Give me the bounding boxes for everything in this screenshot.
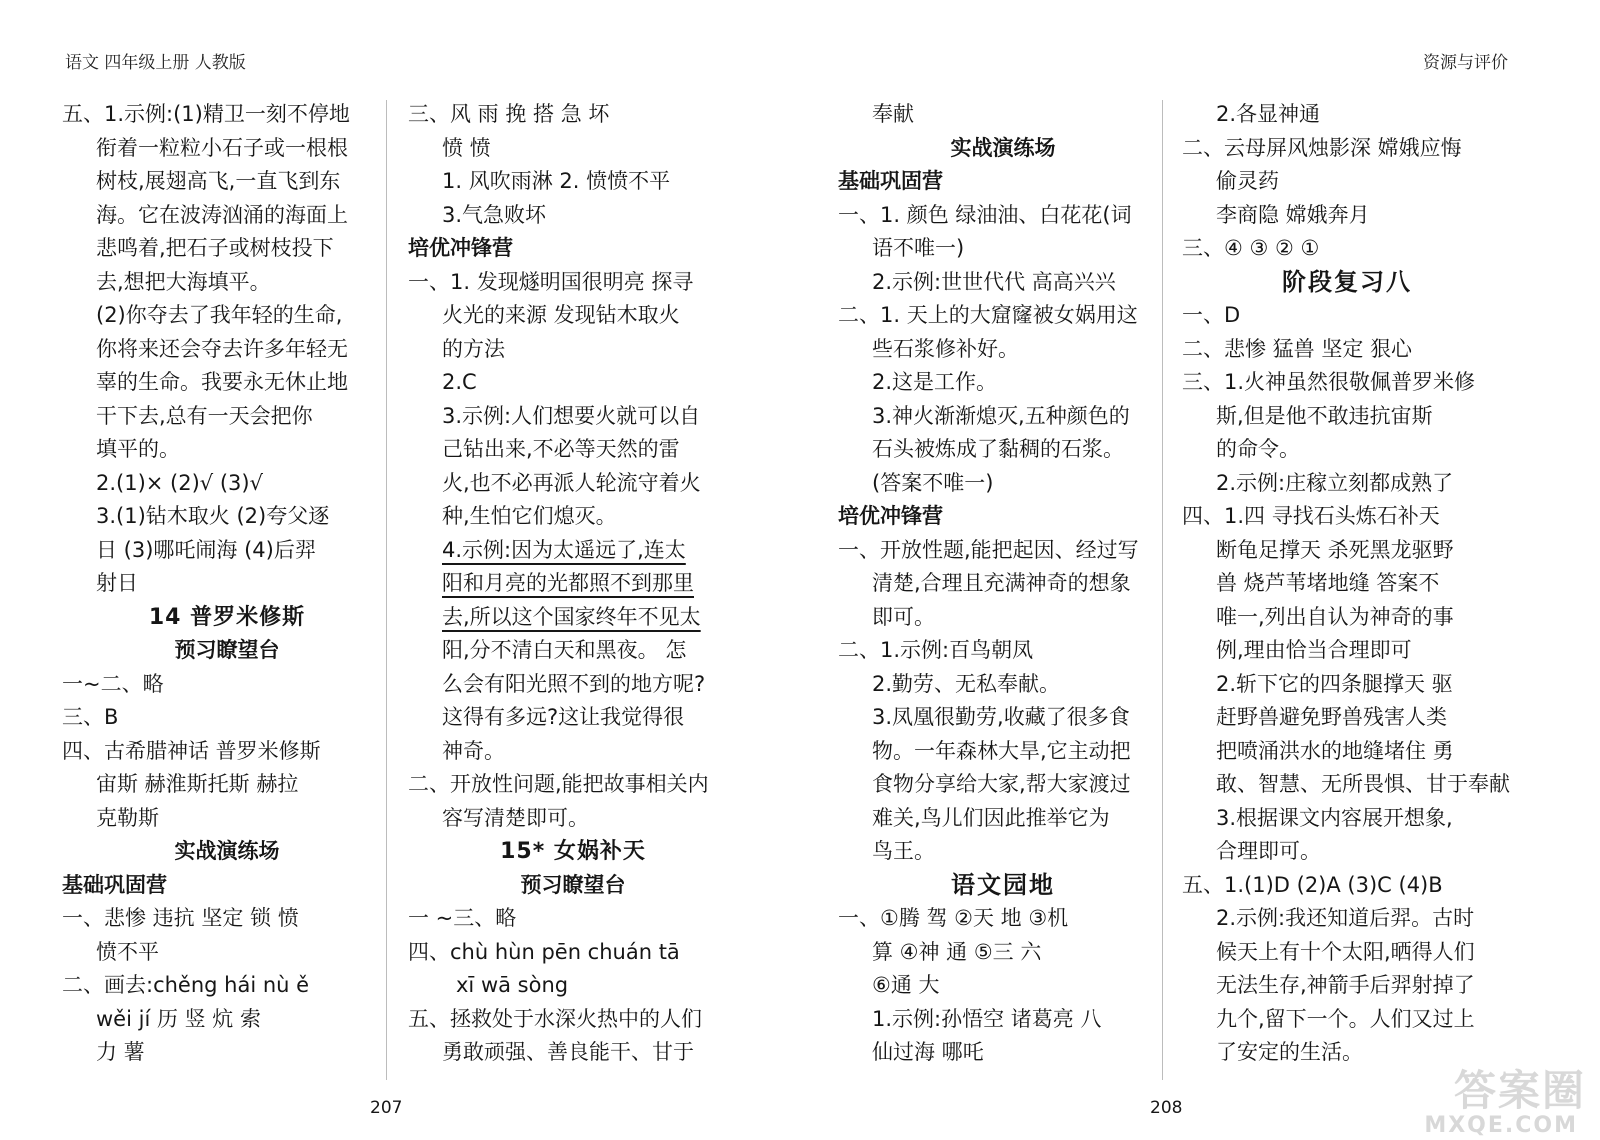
answer-line: 一 ~三、略 <box>408 906 517 930</box>
answer-line: 仙过海 哪吒 <box>872 1040 984 1064</box>
answer-column-1 <box>62 98 392 1070</box>
answer-line: 五、1.示例:(1)精卫一刻不停地 <box>62 102 350 126</box>
page-number-right: 208 <box>1150 1098 1183 1118</box>
answer-line: 语不唯一) <box>872 236 965 260</box>
lesson-title: 14 普罗米修斯 <box>148 604 306 630</box>
answer-line: 一、D <box>1182 303 1241 327</box>
answer-line: 阳,分不清白天和黑夜。 怎 <box>442 638 687 662</box>
answer-line: 三、B <box>62 705 119 729</box>
answer-line: 的命令。 <box>1216 437 1300 461</box>
answer-line: 五、1.(1)D (2)A (3)C (4)B <box>1182 872 1443 897</box>
answer-line: (2)你夺去了我年轻的生命, <box>96 303 343 327</box>
answer-line: 偷灵药 <box>1216 169 1279 193</box>
answer-line: 2.示例:庄稼立刻都成熟了 <box>1216 470 1454 495</box>
answer-line: 3.气急败坏 <box>442 202 547 227</box>
answer-line: 鸟王。 <box>872 839 935 863</box>
answer-line: 容写清楚即可。 <box>442 805 589 830</box>
answer-line: 四、1.四 寻找石头炼石补天 <box>1182 504 1440 528</box>
answer-line-underlined: 4.示例:因为太遥远了,连太 <box>442 537 686 562</box>
section-title: 语文园地 <box>951 870 1055 899</box>
answer-line: 2.C <box>442 370 477 394</box>
answer-line: 3.根据课文内容展开想象, <box>1216 805 1453 830</box>
answer-line: 2.(1)× (2)√ (3)√ <box>96 470 263 495</box>
answer-line: 克勒斯 <box>96 805 159 830</box>
answer-line: 三、④ ③ ② ① <box>1182 236 1320 260</box>
answer-line: 五、拯救处于水深火热中的人们 <box>408 1006 702 1031</box>
answer-line: 四、chù hùn pēn chuán tā <box>408 939 680 964</box>
answer-line: 3.神火渐渐熄灭,五种颜色的 <box>872 403 1130 428</box>
answer-line: 的方法 <box>442 336 505 361</box>
answer-line: 算 ④神 通 ⑤三 六 <box>872 939 1042 964</box>
answer-column-2 <box>408 98 738 1070</box>
answer-line: 了安定的生活。 <box>1216 1040 1363 1064</box>
answer-line: 神奇。 <box>442 738 505 763</box>
answer-line: 一、开放性题,能把起因、经过写 <box>838 537 1139 562</box>
answer-line: 2.示例:世世代代 高高兴兴 <box>872 269 1116 294</box>
answer-line: 九个,留下一个。人们又过上 <box>1216 1006 1475 1031</box>
answer-line: 这得有多远?这让我觉得很 <box>442 705 685 729</box>
answer-line: 四、古希腊神话 普罗米修斯 <box>62 738 321 763</box>
answer-line: 2.勤劳、无私奉献。 <box>872 671 1061 696</box>
answer-line: 难关,鸟儿们因此推举它为 <box>872 805 1110 830</box>
answer-line: 二、1.示例:百鸟朝凤 <box>838 638 1034 662</box>
answer-line: 么会有阳光照不到的地方呢? <box>442 671 706 696</box>
answer-line: 奉献 <box>872 102 914 126</box>
answer-line: xī wā sòng <box>456 973 569 997</box>
answer-line: 3.凤凰很勤劳,收藏了很多食 <box>872 705 1130 729</box>
answer-line: 悲鸣着,把石子或树枝投下 <box>96 236 334 260</box>
answer-line: 些石浆修补好。 <box>872 336 1019 361</box>
watermark-logo: 答案圈 <box>1453 1066 1586 1115</box>
answer-line: 唯一,列出自认为神奇的事 <box>1216 604 1454 629</box>
page-header-right: 资源与评价 <box>1423 53 1508 73</box>
answer-line: 愤 愤 <box>442 135 491 160</box>
answer-line: 食物分享给大家,帮大家渡过 <box>872 772 1131 796</box>
answer-line: 3.示例:人们想要火就可以自 <box>442 403 701 428</box>
answer-line: 填平的。 <box>96 437 180 461</box>
answer-line: 干下去,总有一天会把你 <box>96 403 313 428</box>
answer-line: 2.示例:我还知道后羿。古时 <box>1216 906 1475 930</box>
answer-line: 己钻出来,不必等天然的雷 <box>442 437 680 461</box>
answer-line-underlined: 阳和月亮的光都照不到那里 <box>442 571 694 595</box>
subsection-heading: 培优冲锋营 <box>838 504 943 528</box>
answer-line: 一、①腾 驾 ②天 地 ③机 <box>838 906 1069 930</box>
answer-line: 1.示例:孙悟空 诸葛亮 八 <box>872 1006 1102 1031</box>
section-heading: 预习瞭望台 <box>520 872 626 897</box>
answer-line: 你将来还会夺去许多年轻无 <box>96 336 348 361</box>
answer-line: 三、风 雨 挽 搭 急 坏 <box>408 102 610 126</box>
subsection-heading: 基础巩固营 <box>62 872 167 897</box>
page-header-left: 语文 四年级上册 人教版 <box>65 53 246 73</box>
answer-line: 愤不平 <box>96 939 159 964</box>
answer-line: 海。它在波涛汹涌的海面上 <box>96 202 348 227</box>
answer-line: 石头被炼成了黏稠的石浆。 <box>872 437 1124 461</box>
answer-line: 2.斩下它的四条腿撑天 驱 <box>1216 671 1453 696</box>
subsection-heading: 基础巩固营 <box>838 169 943 193</box>
lesson-title: 15* 女娲补天 <box>500 839 646 864</box>
answer-line: 树枝,展翅高飞,一直飞到东 <box>96 169 341 193</box>
answer-line: 候天上有十个太阳,晒得人们 <box>1216 939 1475 964</box>
answer-line: 1. 风吹雨淋 2. 愤愤不平 <box>442 169 671 193</box>
answer-line: 3.(1)钻木取火 (2)夸父逐 <box>96 504 330 528</box>
answer-line-underlined: 去,所以这个国家终年不见太 <box>442 604 701 629</box>
answer-line: 无法生存,神箭手后羿射掉了 <box>1216 973 1475 997</box>
answer-line: 种,生怕它们熄灭。 <box>442 504 617 528</box>
answer-line: 把喷涌洪水的地缝堵住 勇 <box>1216 738 1454 763</box>
answer-line: 断龟足撑天 杀死黑龙驱野 <box>1216 537 1454 562</box>
answer-line: 二、云母屏风烛影深 嫦娥应悔 <box>1182 135 1462 160</box>
answer-line: 勇敢顽强、善良能干、甘于 <box>442 1040 694 1064</box>
column-divider <box>386 100 387 1080</box>
answer-line: 宙斯 赫淮斯托斯 赫拉 <box>96 772 299 796</box>
watermark-url: MXQE.COM <box>1424 1113 1578 1138</box>
subsection-heading: 培优冲锋营 <box>408 236 513 260</box>
answer-line: 火光的来源 发现钻木取火 <box>442 303 680 327</box>
answer-line: 兽 烧芦苇堵地缝 答案不 <box>1216 571 1440 595</box>
answer-line: 例,理由恰当合理即可 <box>1216 638 1412 662</box>
answer-line: 力 薯 <box>96 1040 145 1064</box>
answer-line: wěi jí 历 竖 炕 索 <box>96 1006 261 1031</box>
answer-line: 去,想把大海填平。 <box>96 269 271 294</box>
answer-line: 日 (3)哪吒闹海 (4)后羿 <box>96 537 316 562</box>
answer-line: 辜的生命。我要永无休止地 <box>96 370 348 394</box>
answer-line: 敢、智慧、无所畏惧、甘于奉献 <box>1216 772 1510 796</box>
answer-line: (答案不唯一) <box>872 470 994 495</box>
answer-line: 一、1. 发现燧明国很明亮 探寻 <box>408 269 694 294</box>
answer-line: 物。一年森林大旱,它主动把 <box>872 738 1131 763</box>
answer-line: 一~二、略 <box>62 671 164 696</box>
answer-line: 2.各显神通 <box>1216 102 1321 126</box>
section-heading: 实战演练场 <box>174 839 280 863</box>
answer-line: 李商隐 嫦娥奔月 <box>1216 202 1370 227</box>
answer-line: ⑥通 大 <box>872 973 940 997</box>
page-number-left: 207 <box>370 1098 403 1118</box>
section-heading: 实战演练场 <box>950 135 1056 160</box>
section-title: 阶段复习八 <box>1282 267 1412 296</box>
answer-line: 清楚,合理且充满神奇的想象 <box>872 571 1131 595</box>
answer-line: 二、1. 天上的大窟窿被女娲用这 <box>838 303 1138 327</box>
answer-column-4 <box>1182 98 1512 1070</box>
column-divider <box>1162 100 1163 1080</box>
answer-line: 一、1. 颜色 绿油油、白花花(词 <box>838 202 1132 227</box>
answer-line: 二、悲惨 猛兽 坚定 狠心 <box>1182 336 1413 361</box>
section-heading: 预习瞭望台 <box>174 638 280 662</box>
answer-line: 二、开放性问题,能把故事相关内 <box>408 772 709 796</box>
answer-column-3 <box>838 98 1168 1070</box>
answer-line: 火,也不必再派人轮流守着火 <box>442 470 701 495</box>
answer-line: 衔着一粒粒小石子或一根根 <box>96 135 348 160</box>
answer-line: 二、画去:chěng hái nù ě <box>62 973 310 997</box>
answer-line: 斯,但是他不敢违抗宙斯 <box>1216 403 1433 428</box>
answer-line: 射日 <box>96 571 138 595</box>
answer-line: 合理即可。 <box>1216 839 1321 863</box>
answer-line: 赶野兽避免野兽残害人类 <box>1216 705 1447 729</box>
answer-line: 一、悲惨 违抗 坚定 锁 愤 <box>62 906 299 930</box>
answer-line: 三、1.火神虽然很敬佩普罗米修 <box>1182 370 1476 394</box>
answer-line: 即可。 <box>872 604 935 629</box>
answer-line: 2.这是工作。 <box>872 370 998 394</box>
